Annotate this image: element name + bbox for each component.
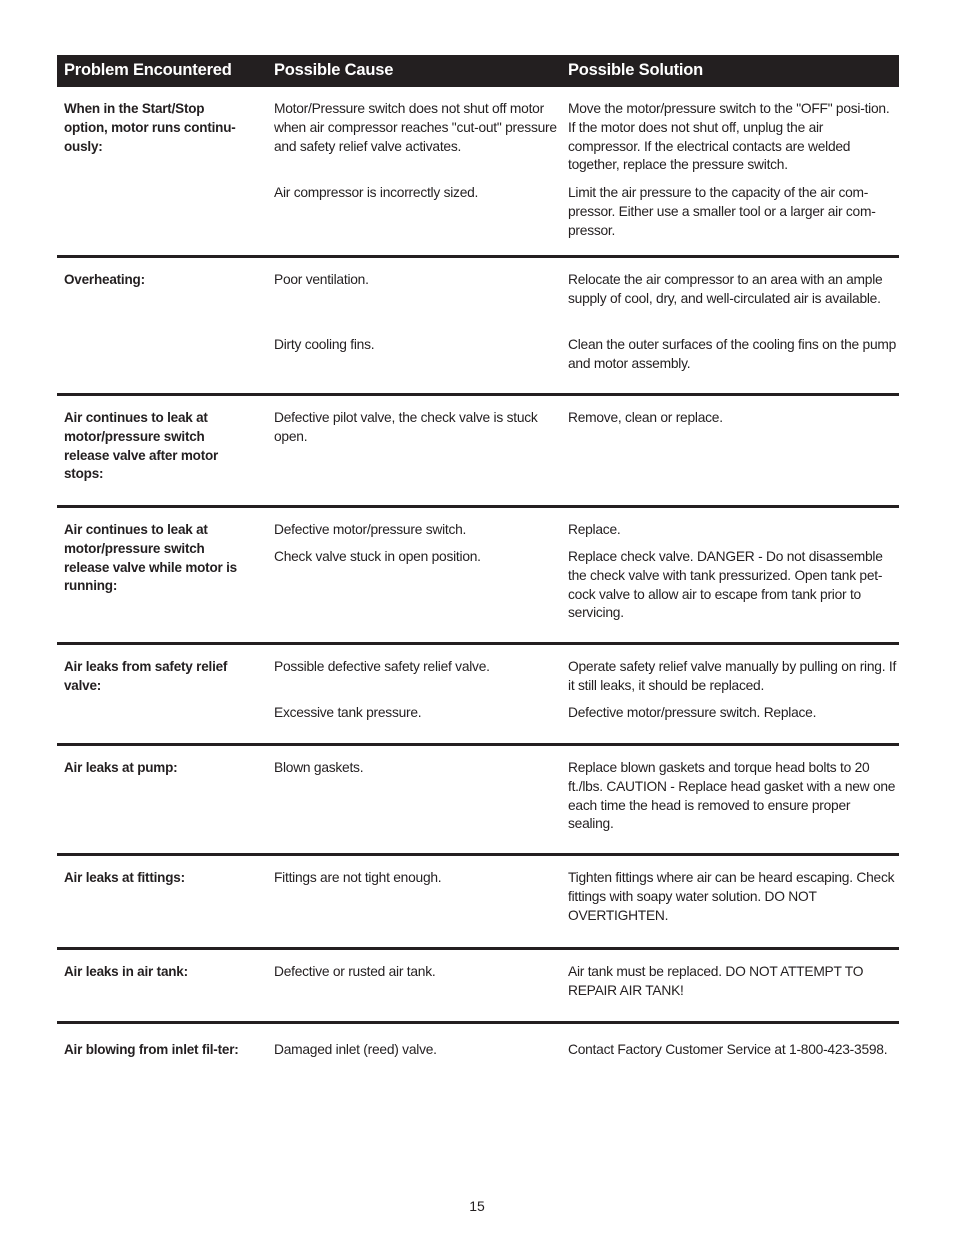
solution-cell: Move the motor/pressure switch to the "OFF" posi-tion. If the motor does not shut off, unplug the air compressor. If the electrical contacts are welded together, replace the pressure switch. [568,101,890,173]
table-row [57,258,899,396]
table-row [57,856,899,950]
solution-cell: Replace. [568,522,621,537]
cause-cell: Blown gaskets. [274,760,364,775]
solution-cell: Air tank must be replaced. DO NOT ATTEMPT TO REPAIR AIR TANK! [568,964,864,998]
problem-cell: Air blowing from inlet fil-ter: [64,1042,239,1057]
cause-cell: Check valve stuck in open position. [274,549,481,564]
table-header [57,55,899,87]
solution-cell: Clean the outer surfaces of the cooling fins on the pump and motor assembly. [568,337,897,371]
solution-cell: Replace check valve. DANGER - Do not disassemble the check valve with tank pressurized. Open tank pet-cock valve to allow air to escape from tank prior to servicing. [568,549,883,621]
solution-cell: Limit the air pressure to the capacity of the air com-pressor. Either use a smaller tool or a larger air com-pressor. [568,185,876,238]
cause-cell: Defective or rusted air tank. [274,964,436,979]
cause-cell: Motor/Pressure switch does not shut off motor when air compressor reaches "cut-out" pressure and safety relief valve activates. [274,101,557,154]
problem-cell: Air leaks from safety relief valve: [64,659,228,693]
problem-cell: Overheating: [64,272,145,287]
solution-cell: Contact Factory Customer Service at 1-800-423-3598. [568,1042,888,1057]
problem-cell: When in the Start/Stop option, motor runs continu-ously: [64,101,236,154]
cause-cell: Air compressor is incorrectly sized. [274,185,479,200]
solution-cell: Relocate the air compressor to an area with an ample supply of cool, dry, and well-circulated air is available. [568,272,883,306]
problem-cell: Air continues to leak at motor/pressure switch release valve while motor is running: [64,522,237,594]
problem-cell: Air leaks at pump: [64,760,178,775]
cause-cell: Excessive tank pressure. [274,705,422,720]
solution-cell: Operate safety relief valve manually by pulling on ring. If it still leaks, it should be replaced. [568,659,897,693]
problem-cell: Air leaks in air tank: [64,964,188,979]
table-row [57,396,899,508]
table-row [57,1024,899,1094]
solution-cell: Tighten fittings where air can be heard escaping. Check fittings with soapy water solution. DO NOT OVERTIGHTEN. [568,870,895,923]
table-row [57,508,899,645]
cause-cell: Fittings are not tight enough. [274,870,442,885]
header-cause: Possible Cause [274,61,394,79]
problem-cell: Air continues to leak at motor/pressure switch release valve after motor stops: [64,410,219,482]
cause-cell: Dirty cooling fins. [274,337,375,352]
cause-cell: Defective pilot valve, the check valve is stuck open. [274,410,538,444]
table-row [57,645,899,746]
solution-cell: Remove, clean or replace. [568,410,723,425]
table-row [57,746,899,856]
table-row [57,87,899,258]
header-problem: Problem Encountered [64,61,232,79]
header-solution: Possible Solution [568,61,704,79]
cause-cell: Damaged inlet (reed) valve. [274,1042,437,1057]
table-row [57,950,899,1024]
problem-cell: Air leaks at fittings: [64,870,185,885]
solution-cell: Defective motor/pressure switch. Replace. [568,705,817,720]
cause-cell: Possible defective safety relief valve. [274,659,490,674]
page-number: 15 [469,1198,485,1214]
cause-cell: Defective motor/pressure switch. [274,522,467,537]
cause-cell: Poor ventilation. [274,272,369,287]
solution-cell: Replace blown gaskets and torque head bolts to 20 ft./lbs. CAUTION - Replace head gasket with a new one each time the head is removed to ensure proper sealing. [568,760,896,832]
troubleshooting-table [57,55,899,1094]
